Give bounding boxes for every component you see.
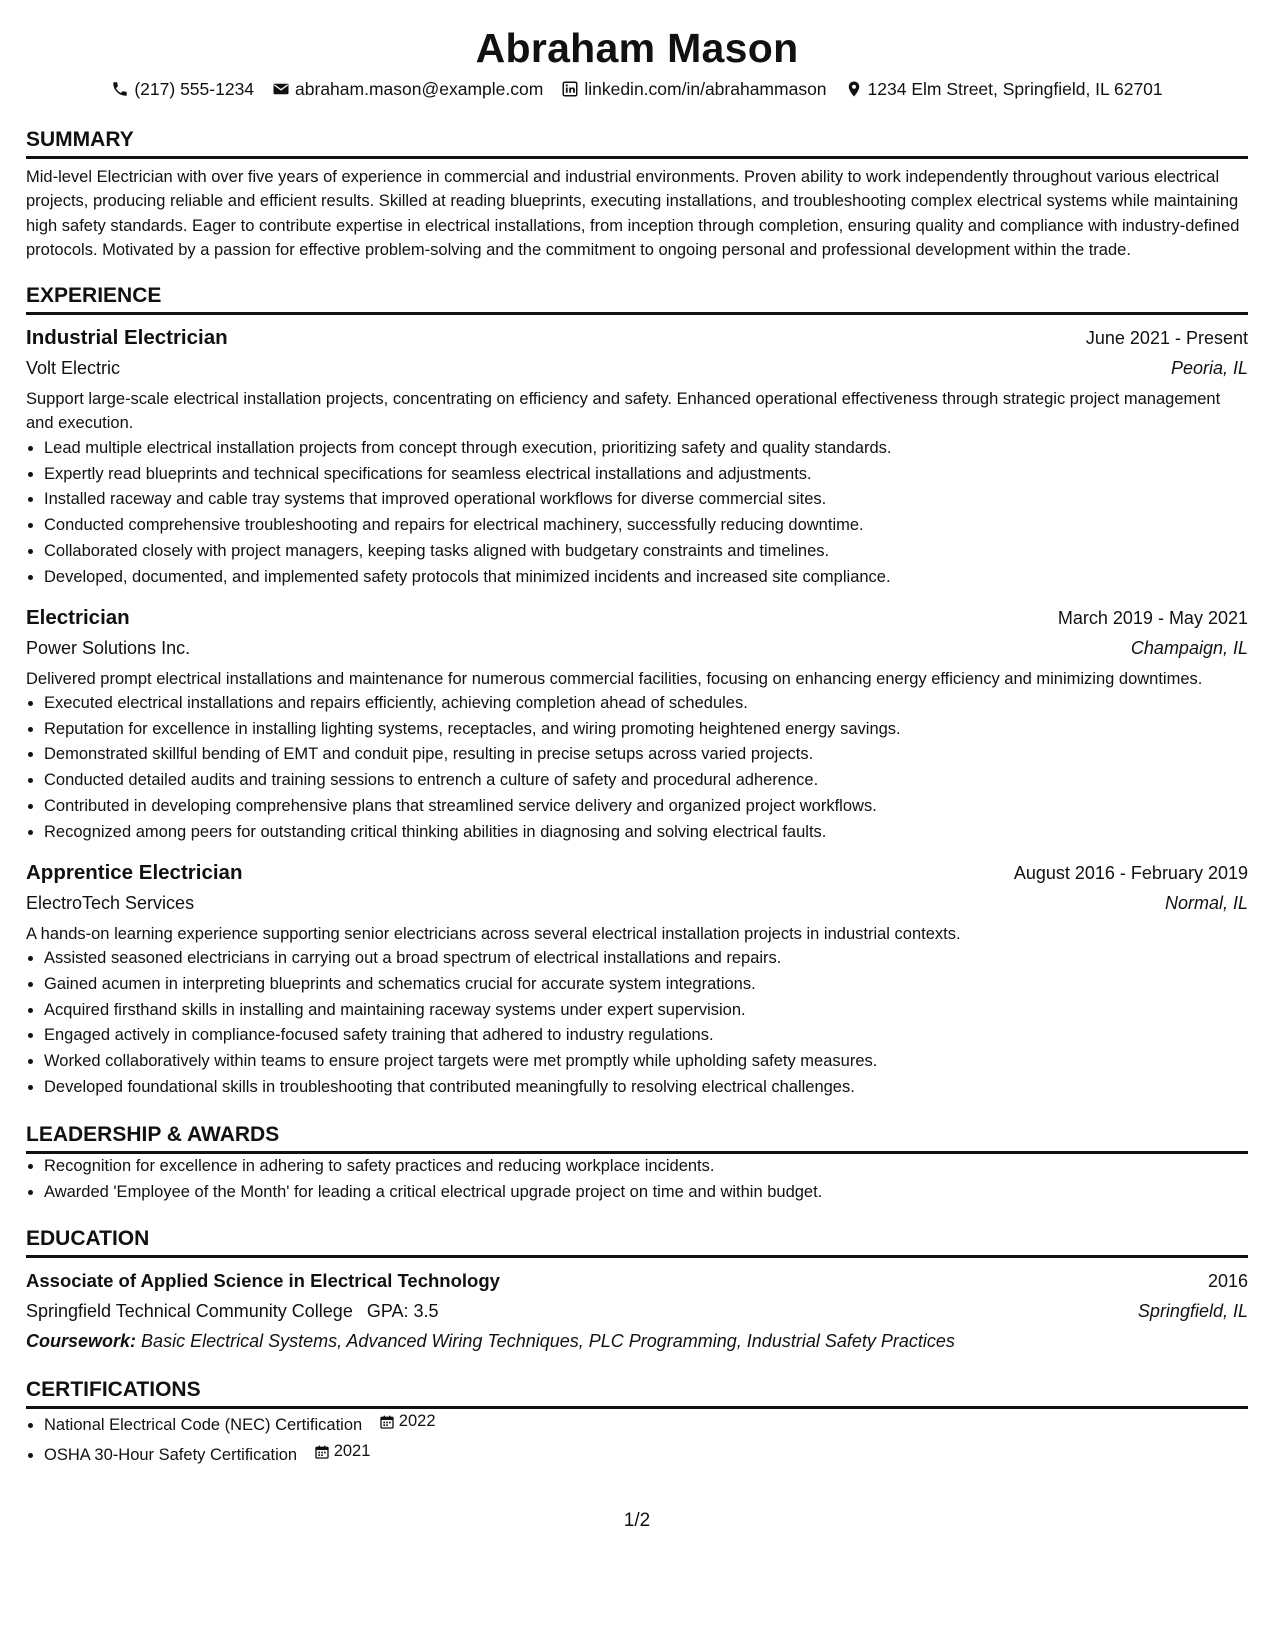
email-text: abraham.mason@example.com xyxy=(295,79,544,99)
list-item: • Collaborated closely with project managers, keeping tasks aligned with budgetary constraints and timelines. xyxy=(44,539,1248,565)
address-text: 1234 Elm Street, Springfield, IL 62701 xyxy=(867,79,1163,99)
summary-text: Mid-level Electrician with over five years of experience in commercial and industrial environments. Proven ability to work independently throughout various electrical projects, producing reliable and efficient results. Skilled at reading blueprints, executing installations, and troubleshooting complex electrical systems while maintaining high safety standards. Eager to contribute expertise in electrical installations, from inception through completion, ensuring quality and compliance with industry-defined protocols. Motivated by a passion for effective problem-solving and the commitment to ongoing personal and professional development within the trade. xyxy=(26,168,1240,259)
job-bullets xyxy=(26,436,1248,591)
job-location: Normal, IL xyxy=(1164,892,1248,913)
list-item: • Conducted detailed audits and training sessions to entrench a culture of safety and procedural adherence. xyxy=(44,768,1248,794)
job-location: Peoria, IL xyxy=(1170,358,1248,379)
list-item: • Demonstrated skillful bending of EMT and conduit pipe, resulting in precise setups across varied projects. xyxy=(44,742,1248,768)
graduation-year: 2016 xyxy=(1207,1271,1248,1292)
job-entry xyxy=(26,603,1248,846)
experience-section xyxy=(26,282,1248,1101)
map-pin-icon xyxy=(845,80,863,98)
list-item: • Assisted seasoned electricians in carrying out a broad spectrum of electrical installations and repairs. xyxy=(44,946,1248,972)
job-title: Apprentice Electrician xyxy=(26,860,243,884)
list-item xyxy=(44,1409,1248,1439)
job-bullets xyxy=(26,691,1248,846)
list-item: • Executed electrical installations and repairs efficiently, achieving completion ahead of schedules. xyxy=(44,691,1248,717)
section-title-certifications: CERTIFICATIONS xyxy=(26,1376,1248,1409)
summary-section xyxy=(26,126,1248,262)
list-item xyxy=(44,1439,1248,1469)
list-item: • Reputation for excellence in installing lighting systems, receptacles, and wiring promoting heightened energy savings. xyxy=(44,717,1248,743)
list-item: • Expertly read blueprints and technical specifications for seamless electrical installations and adjustments. xyxy=(44,462,1248,488)
contact-phone xyxy=(111,76,254,102)
linkedin-icon xyxy=(561,80,579,98)
certification-year: 2022 xyxy=(398,1412,436,1431)
section-title-summary: SUMMARY xyxy=(26,126,1248,159)
job-description: Delivered prompt electrical installations and maintenance for numerous commercial facilities, focusing on enhancing energy efficiency and minimizing downtimes. xyxy=(26,669,1203,688)
certification-list xyxy=(26,1409,1248,1468)
job-dates: June 2021 - Present xyxy=(1085,328,1248,349)
list-item: • Contributed in developing comprehensive plans that streamlined service delivery and organized project workflows. xyxy=(44,794,1248,820)
list-item: • Awarded 'Employee of the Month' for leading a critical electrical upgrade project on time and within budget. xyxy=(44,1180,1248,1206)
award-list xyxy=(26,1154,1248,1206)
list-item: • Recognized among peers for outstanding critical thinking abilities in diagnosing and solving electrical faults. xyxy=(44,820,1248,846)
job-description: Support large-scale electrical installation projects, concentrating on efficiency and safety. Enhanced operational effectiveness through strategic project management and execution. xyxy=(26,390,1221,433)
coursework-label: Coursework: xyxy=(26,1331,137,1352)
contact-email[interactable] xyxy=(272,76,543,102)
certification-year: 2021 xyxy=(333,1442,371,1460)
education-section xyxy=(26,1225,1248,1356)
certification-name: National Electrical Code (NEC) Certification xyxy=(44,1416,363,1435)
list-item: • Installed raceway and cable tray systems that improved operational workflows for diverse commercial sites. xyxy=(44,487,1248,513)
candidate-name: Abraham Mason xyxy=(475,25,799,71)
certification-date xyxy=(379,1409,436,1435)
list-item: • Acquired firsthand skills in installing and maintaining raceway systems under expert supervision. xyxy=(44,998,1248,1024)
calendar-icon xyxy=(379,1414,395,1430)
job-location: Champaign, IL xyxy=(1130,637,1248,658)
education-entry xyxy=(26,1266,1248,1356)
school-location: Springfield, IL xyxy=(1137,1301,1248,1322)
leadership-section xyxy=(26,1121,1248,1206)
job-entry xyxy=(26,858,1248,1101)
job-dates: August 2016 - February 2019 xyxy=(1013,862,1248,883)
list-item: • Developed foundational skills in troubleshooting that contributed meaningfully to resolving electrical challenges. xyxy=(44,1075,1248,1101)
coursework xyxy=(26,1326,1248,1356)
phone-text: (217) 555-1234 xyxy=(134,79,255,99)
job-company: Volt Electric xyxy=(26,358,121,379)
section-title-education: EDUCATION xyxy=(26,1225,1248,1258)
list-item: • Recognition for excellence in adhering to safety practices and reducing workplace incidents. xyxy=(44,1154,1248,1180)
contact-bar xyxy=(26,76,1248,102)
section-title-leadership: LEADERSHIP & AWARDS xyxy=(26,1121,1248,1154)
section-title-experience: EXPERIENCE xyxy=(26,282,1248,315)
certifications-section xyxy=(26,1376,1248,1468)
resume-page xyxy=(26,20,1248,1531)
phone-icon xyxy=(111,80,129,98)
list-item: • Developed, documented, and implemented safety protocols that minimized incidents and increased site compliance. xyxy=(44,565,1248,591)
contact-linkedin[interactable] xyxy=(561,76,826,102)
certification-date xyxy=(314,1439,371,1465)
contact-address xyxy=(845,76,1163,102)
gpa: GPA: 3.5 xyxy=(366,1301,439,1322)
job-bullets xyxy=(26,946,1248,1101)
job-company: Power Solutions Inc. xyxy=(26,637,191,658)
degree-title: Associate of Applied Science in Electrical Technology xyxy=(26,1270,500,1292)
list-item: • Engaged actively in compliance-focused safety training that adhered to industry regulations. xyxy=(44,1023,1248,1049)
envelope-icon xyxy=(272,80,290,98)
school-name: Springfield Technical Community College xyxy=(26,1301,353,1322)
school-line xyxy=(26,1297,439,1325)
coursework-list: Basic Electrical Systems, Advanced Wiring Techniques, PLC Programming, Industrial Safety Practices xyxy=(141,1331,955,1352)
job-entry xyxy=(26,323,1248,590)
list-item: • Gained acumen in interpreting blueprints and schematics crucial for accurate system integrations. xyxy=(44,972,1248,998)
calendar-icon xyxy=(314,1444,330,1460)
list-item: • Conducted comprehensive troubleshooting and repairs for electrical machinery, successfully reducing downtime. xyxy=(44,513,1248,539)
job-dates: March 2019 - May 2021 xyxy=(1057,607,1248,628)
job-title: Industrial Electrician xyxy=(26,326,228,350)
job-company: ElectroTech Services xyxy=(26,892,195,913)
list-item: • Lead multiple electrical installation projects from concept through execution, prioritizing safety and quality standards. xyxy=(44,436,1248,462)
linkedin-text: linkedin.com/in/abrahammason xyxy=(584,79,827,99)
certification-name: OSHA 30-Hour Safety Certification xyxy=(44,1445,298,1464)
job-title: Electrician xyxy=(26,605,130,629)
page-number: 1/2 xyxy=(623,1510,651,1531)
list-item: • Worked collaboratively within teams to ensure project targets were met promptly while upholding safety measures. xyxy=(44,1049,1248,1075)
job-description: A hands-on learning experience supporting senior electricians across several electrical installation projects in industrial contexts. xyxy=(26,924,961,943)
